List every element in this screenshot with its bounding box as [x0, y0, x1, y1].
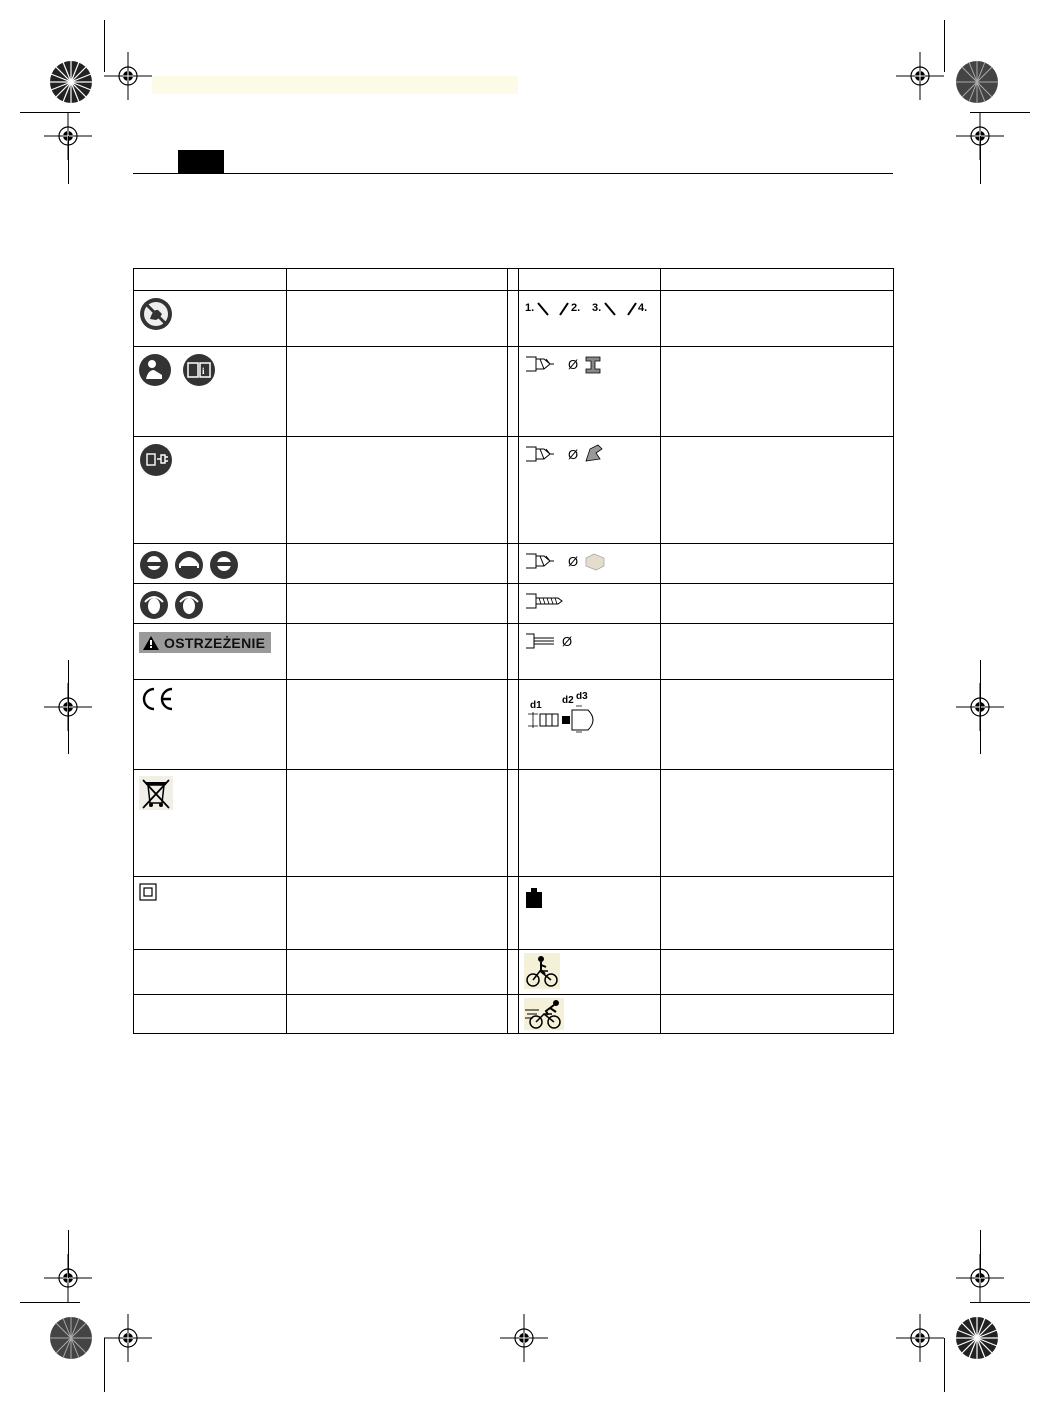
double-insulation-icon	[139, 883, 157, 901]
warning-label: OSTRZEŻENIE	[164, 634, 266, 651]
trim-line	[104, 20, 105, 72]
header-cell	[508, 269, 519, 291]
table-row	[134, 624, 894, 680]
starburst-mark-bottom-right	[955, 1316, 999, 1360]
description-cell	[661, 347, 894, 437]
symbol-cell	[134, 877, 287, 950]
spacer-cell	[508, 995, 519, 1034]
symbol-cell	[519, 544, 661, 584]
description-cell	[287, 995, 508, 1034]
description-cell	[287, 877, 508, 950]
header-cell	[519, 269, 661, 291]
trim-line	[20, 1302, 80, 1303]
crosshair-mark	[500, 1314, 548, 1362]
screwdriver-steps-icon	[524, 297, 652, 319]
starburst-mark-bottom-left	[49, 1316, 93, 1360]
symbol-cell	[519, 995, 661, 1034]
spacer-cell	[508, 950, 519, 995]
drill-masonry-icon	[524, 550, 614, 572]
description-cell	[287, 680, 508, 770]
description-cell	[661, 584, 894, 624]
crosshair-mark	[896, 1314, 944, 1362]
dimension-label: d1	[530, 700, 542, 711]
trim-line	[980, 1230, 981, 1278]
spacer-cell	[508, 291, 519, 347]
weight-icon	[524, 887, 544, 909]
crosshair-mark	[104, 1314, 152, 1362]
symbol-cell	[134, 624, 287, 680]
trim-line	[944, 20, 945, 72]
chuck-dimensions-icon	[524, 692, 608, 738]
description-cell	[661, 950, 894, 995]
crosshair-mark	[896, 52, 944, 100]
cyclist-slow-icon	[524, 953, 560, 989]
description-cell	[287, 950, 508, 995]
read-manual-icon	[139, 353, 219, 387]
description-cell	[661, 437, 894, 544]
symbol-cell	[519, 877, 661, 950]
trim-line	[68, 660, 69, 754]
symbols-table	[133, 268, 894, 1034]
bit-diameter-icon	[524, 630, 584, 652]
description-cell	[287, 291, 508, 347]
drill-wood-icon	[524, 443, 614, 465]
symbol-cell	[134, 291, 287, 347]
symbol-cell	[134, 680, 287, 770]
spacer-cell	[508, 347, 519, 437]
trim-line	[944, 1338, 945, 1392]
symbol-cell	[519, 680, 661, 770]
unplug-icon	[139, 443, 173, 477]
diameter-symbol: Ø	[568, 554, 579, 569]
header-cell	[287, 269, 508, 291]
description-cell	[661, 544, 894, 584]
cyclist-fast-icon	[524, 998, 564, 1030]
symbol-cell	[134, 995, 287, 1034]
symbol-cell	[519, 950, 661, 995]
table-row	[134, 770, 894, 877]
step-label: 1.	[525, 302, 535, 314]
no-touch-hot-surface-icon	[139, 297, 173, 331]
warning-banner	[139, 632, 271, 653]
starburst-mark-top-right	[955, 60, 999, 104]
table-row	[134, 437, 894, 544]
description-cell	[287, 544, 508, 584]
dimension-label: d2	[562, 695, 574, 706]
trim-line	[20, 112, 80, 113]
dimension-label: d3	[576, 692, 588, 702]
description-cell	[661, 770, 894, 877]
screw-icon	[524, 590, 574, 612]
symbol-cell	[519, 291, 661, 347]
trim-line	[980, 136, 981, 184]
spacer-cell	[508, 544, 519, 584]
header-rule	[133, 173, 893, 174]
symbol-cell	[134, 770, 287, 877]
spacer-cell	[508, 437, 519, 544]
table-row	[134, 347, 894, 437]
symbol-cell	[134, 584, 287, 624]
ce-mark-icon	[139, 686, 175, 712]
table-row	[134, 584, 894, 624]
language-tab	[178, 150, 224, 174]
step-label: 2.	[571, 302, 581, 314]
description-cell	[661, 291, 894, 347]
description-cell	[287, 770, 508, 877]
table-row	[134, 680, 894, 770]
crosshair-mark	[104, 52, 152, 100]
description-cell	[287, 437, 508, 544]
diameter-symbol: Ø	[568, 357, 579, 372]
eye-protection-icons	[139, 550, 241, 580]
symbol-cell	[519, 624, 661, 680]
spacer-cell	[508, 624, 519, 680]
description-cell	[287, 624, 508, 680]
symbol-cell	[134, 950, 287, 995]
spacer-cell	[508, 770, 519, 877]
table-header-row	[134, 269, 894, 291]
step-label: 4.	[638, 302, 648, 314]
diameter-symbol: Ø	[562, 634, 573, 649]
weee-bin-icon	[139, 776, 173, 810]
svg-text:i: i	[202, 366, 205, 376]
symbol-cell	[519, 347, 661, 437]
description-cell	[661, 624, 894, 680]
table-row	[134, 877, 894, 950]
header-cell	[661, 269, 894, 291]
description-cell	[661, 877, 894, 950]
trim-line	[970, 1302, 1030, 1303]
symbol-cell	[134, 347, 287, 437]
table-row	[134, 291, 894, 347]
description-cell	[661, 995, 894, 1034]
trim-line	[104, 1338, 105, 1392]
warning-triangle-icon	[143, 636, 159, 650]
symbol-cell	[134, 544, 287, 584]
starburst-mark-top-left	[49, 60, 93, 104]
symbol-cell	[519, 584, 661, 624]
trim-line	[980, 660, 981, 754]
description-cell	[661, 680, 894, 770]
table-row	[134, 995, 894, 1034]
spacer-cell	[508, 584, 519, 624]
table-row	[134, 544, 894, 584]
spacer-cell	[508, 877, 519, 950]
hearing-protection-icons	[139, 590, 207, 620]
header-color-band	[152, 76, 518, 94]
symbol-cell	[134, 437, 287, 544]
trim-line	[68, 1230, 69, 1278]
symbol-cell	[519, 770, 661, 877]
table-row	[134, 950, 894, 995]
description-cell	[287, 584, 508, 624]
header-cell	[134, 269, 287, 291]
diameter-symbol: Ø	[568, 447, 579, 462]
trim-line	[68, 136, 69, 184]
spacer-cell	[508, 680, 519, 770]
description-cell	[287, 347, 508, 437]
trim-line	[970, 112, 1030, 113]
step-label: 3.	[592, 302, 602, 314]
drill-steel-icon	[524, 353, 614, 375]
symbol-cell	[519, 437, 661, 544]
